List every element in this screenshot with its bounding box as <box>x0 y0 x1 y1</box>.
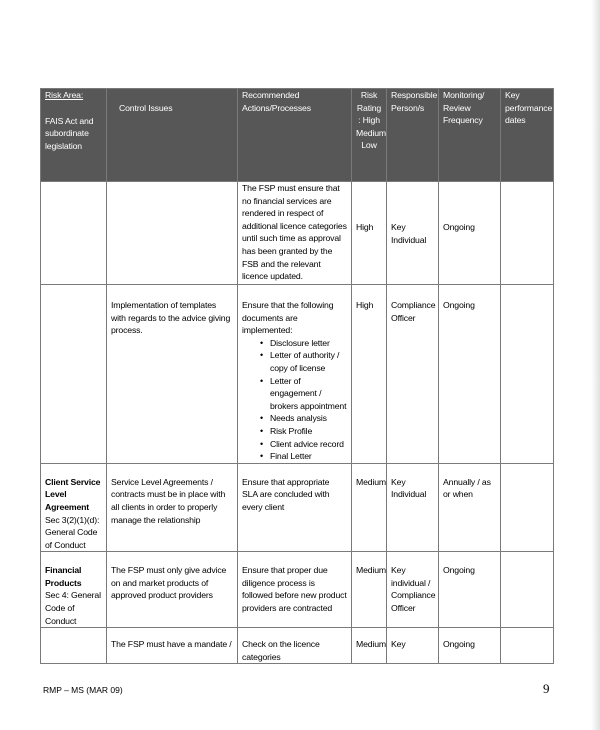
header-monitoring <box>439 89 501 182</box>
kpd-cell <box>501 463 554 552</box>
risk-management-table <box>40 88 554 664</box>
page-number: 9 <box>543 681 550 696</box>
kpd-cell <box>501 182 554 285</box>
table-row <box>41 285 554 464</box>
frequency-cell: Ongoing <box>439 182 501 285</box>
header-risk-area <box>41 89 107 182</box>
kpd-label: Key performance dates <box>505 90 553 126</box>
rating-cell: High <box>352 285 387 464</box>
risk-area-label: Risk Area: <box>45 90 84 100</box>
actions-intro: Ensure that the following documents are implemented: <box>242 300 334 336</box>
person-cell: Compliance Officer <box>387 285 439 464</box>
control-cell <box>107 182 238 285</box>
table-row <box>41 182 554 285</box>
header-recommended <box>238 89 352 182</box>
risk-area-cell <box>41 552 107 628</box>
documents-list <box>242 337 347 463</box>
monitoring-label: Monitoring/ Review Frequency <box>443 90 485 126</box>
risk-area-title: Client Service Level Agreement <box>45 476 101 512</box>
list-item: • Final Letter <box>248 450 347 463</box>
actions-cell: Check on the licence categories <box>238 628 352 664</box>
actions-cell: Ensure that proper due diligence process is followed before new product providers are contracted <box>238 552 352 628</box>
footer-doc-ref: RMP – MS (MAR 09) <box>43 685 123 695</box>
control-cell: The FSP must have a mandate / <box>107 628 238 664</box>
responsible-label: Responsible Person/s <box>391 90 438 113</box>
control-cell: Implementation of templates with regards to the advice giving process. <box>107 285 238 464</box>
list-item: • Letter of engagement / brokers appointment <box>248 375 347 413</box>
risk-area-cell <box>41 182 107 285</box>
list-item: • Letter of authority / copy of license <box>248 349 347 374</box>
header-risk-rating <box>352 89 387 182</box>
control-cell: The FSP must only give advice on and market products of approved product providers <box>107 552 238 628</box>
header-kpd <box>501 89 554 182</box>
person-cell: Key <box>387 628 439 664</box>
table-header-row <box>41 89 554 182</box>
header-responsible <box>387 89 439 182</box>
frequency-cell: Ongoing <box>439 552 501 628</box>
risk-area-title: Financial Products <box>45 565 82 588</box>
header-control-issues <box>107 89 238 182</box>
rating-cell: Medium <box>352 463 387 552</box>
list-item: • Needs analysis <box>248 412 347 425</box>
risk-area-sub: Sec 3(2)(1)(d): General Code of Conduct <box>45 514 100 550</box>
table-row <box>41 463 554 552</box>
list-item: • Disclosure letter <box>248 337 347 350</box>
risk-area-sub: Sec 4: General Code of Conduct <box>45 590 101 626</box>
frequency-cell: Annually / as or when <box>439 463 501 552</box>
control-cell: Service Level Agreements / contracts must be in place with all clients in order to properly manage the relationship <box>107 463 238 552</box>
rating-cell: High <box>352 182 387 285</box>
person-cell: Key Individual <box>387 463 439 552</box>
page-edge-shadow <box>591 0 600 730</box>
actions-cell: The FSP must ensure that no financial services are rendered in respect of additional licence categories until such time as approval has been granted by the FSB and the relevant licence updated. <box>238 182 352 285</box>
list-item: • Client advice record <box>248 438 347 451</box>
person-cell: Key individual / Compliance Officer <box>387 552 439 628</box>
frequency-cell: Ongoing <box>439 628 501 664</box>
risk-rating-label: Risk Rating : High Medium Low <box>356 90 386 151</box>
table-row <box>41 552 554 628</box>
risk-area-cell <box>41 463 107 552</box>
recommended-label: Recommended Actions/Processes <box>242 90 311 113</box>
control-issues-label: Control Issues <box>119 103 173 113</box>
kpd-cell <box>501 628 554 664</box>
actions-cell: Ensure that appropriate SLA are concluded with every client <box>238 463 352 552</box>
actions-cell <box>238 285 352 464</box>
list-item: • Risk Profile <box>248 425 347 438</box>
risk-area-cell <box>41 628 107 664</box>
kpd-cell <box>501 552 554 628</box>
risk-area-sub: FAIS Act and subordinate legislation <box>45 115 94 151</box>
frequency-cell: Ongoing <box>439 285 501 464</box>
person-cell: Key Individual <box>387 182 439 285</box>
kpd-cell <box>501 285 554 464</box>
table-row <box>41 628 554 664</box>
rating-cell: Medium <box>352 552 387 628</box>
risk-area-cell <box>41 285 107 464</box>
rating-cell: Medium <box>352 628 387 664</box>
